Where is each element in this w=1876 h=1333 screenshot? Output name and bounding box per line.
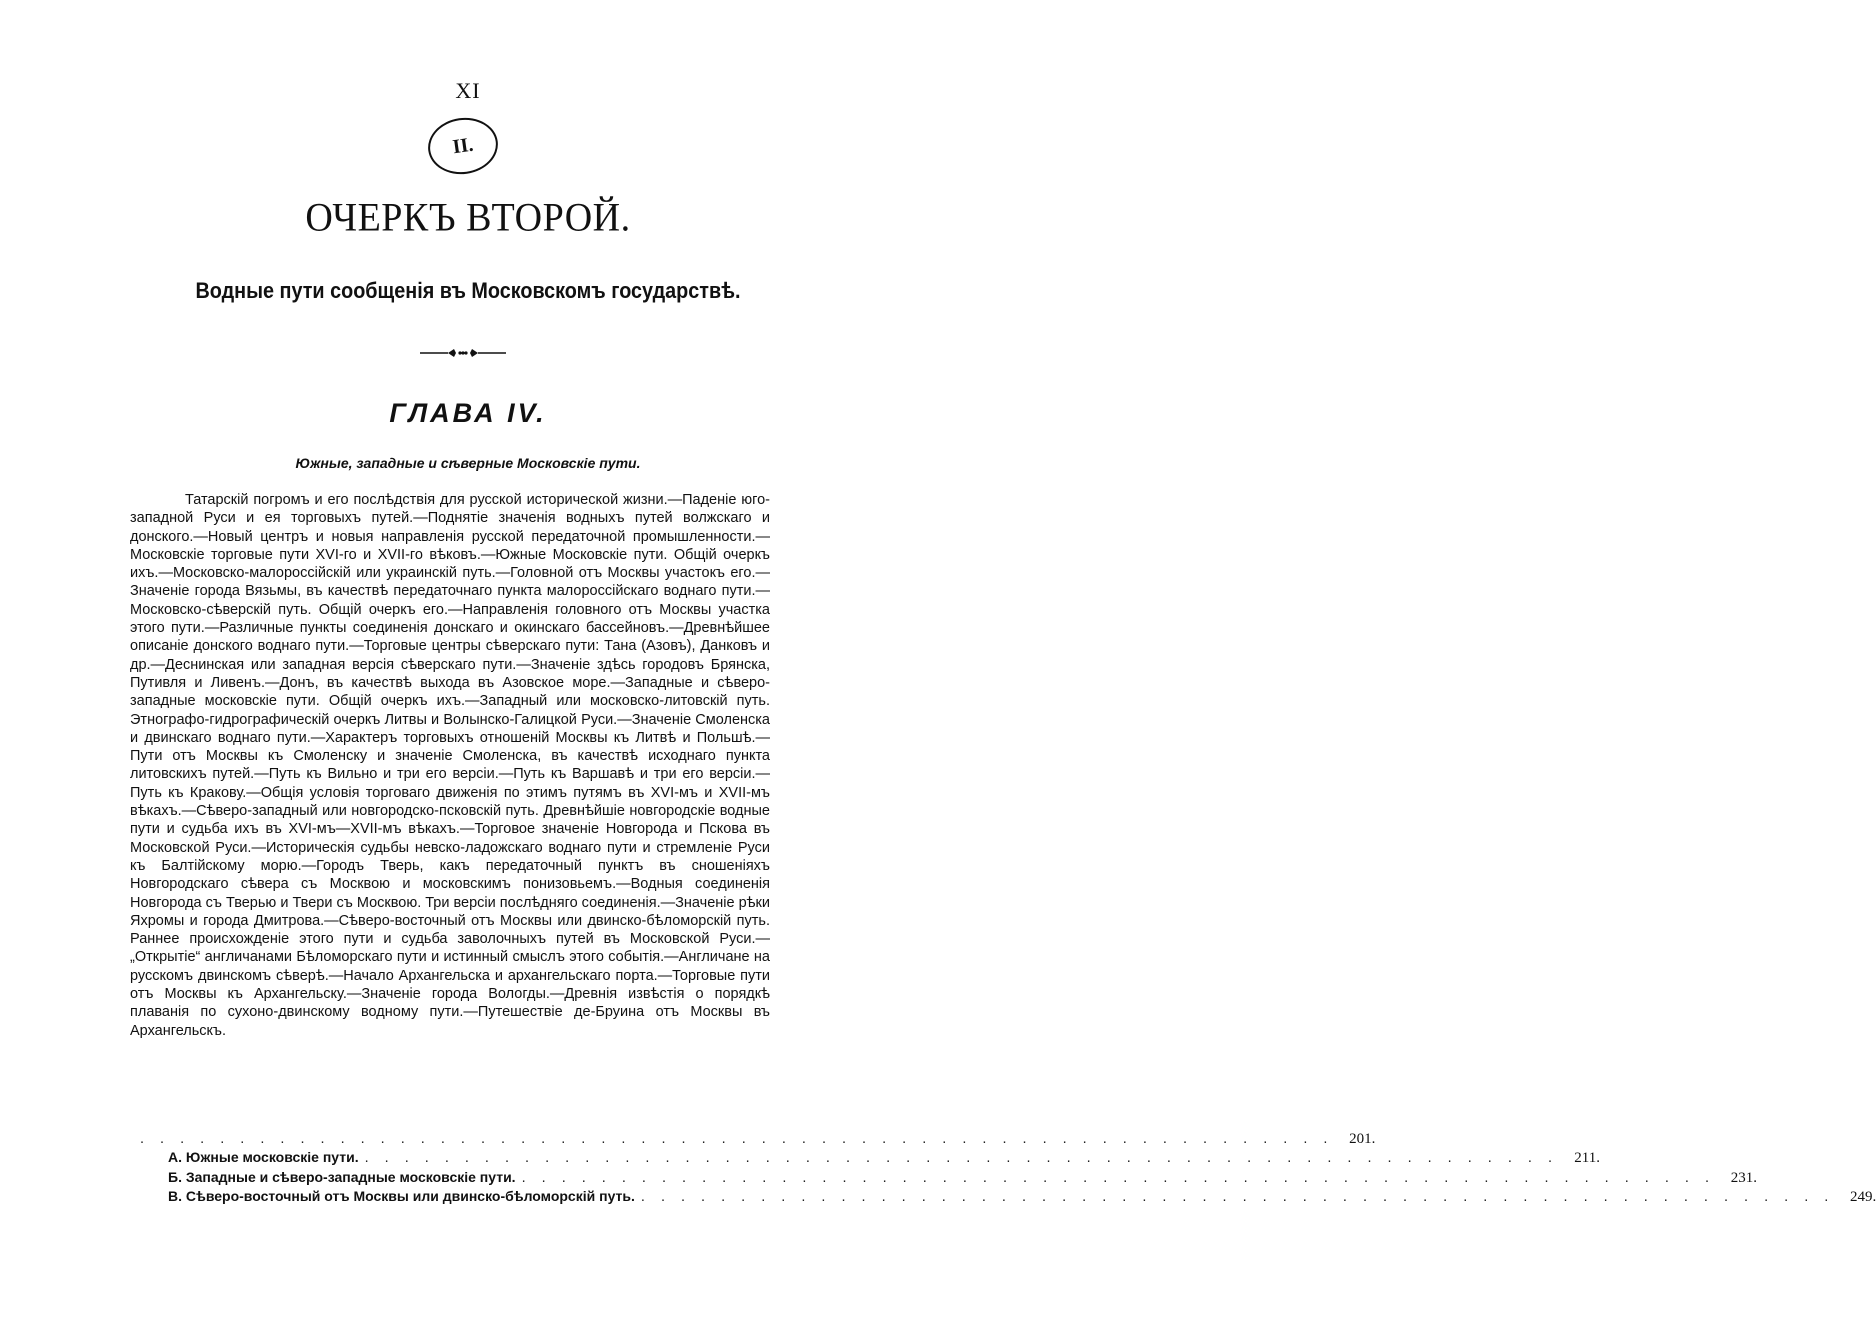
toc-page: 211. [1574, 1150, 1600, 1167]
table-of-contents [130, 1130, 1876, 1206]
toc-label: В. Сѣверо-восточный отъ Москвы или двинско-бѣломорскій путь. [168, 1187, 635, 1204]
ornament-divider-icon [418, 345, 508, 361]
chapter-subtitle: Южные, западные и сѣверные Московскіе пути. [295, 455, 641, 471]
essay-subtitle: Водные пути сообщенія въ Московскомъ государствѣ. [195, 278, 741, 303]
toc-page: 249. [1850, 1188, 1876, 1205]
toc-label: А. Южные московскіе пути. [168, 1149, 359, 1166]
page-number: XI [455, 78, 481, 103]
toc-page: 231. [1730, 1169, 1757, 1186]
section-numeral-circle [424, 113, 501, 178]
chapter-title: ГЛАВА IV. [389, 398, 547, 428]
chapter-abstract [130, 491, 770, 1040]
toc-row [130, 1130, 1376, 1148]
toc-leader-dots: . . . . . . . . . . . . . . . . . . . . . . . . . . . . . . . . . . . . . . . . . . . . . . . . . . . . . . . . . . . . [640, 1188, 1835, 1205]
toc-row [130, 1148, 1600, 1167]
toc-page: 201. [1349, 1131, 1376, 1147]
toc-leader-dots: . . . . . . . . . . . . . . . . . . . . . . . . . . . . . . . . . . . . . . . . . . . . . . . . . . . . . . . . . . . . [364, 1150, 1558, 1167]
toc-leader-dots: . . . . . . . . . . . . . . . . . . . . . . . . . . . . . . . . . . . . . . . . . . . . . . . . . . . . . . . . . . . . [140, 1131, 1334, 1147]
toc-leader-dots: . . . . . . . . . . . . . . . . . . . . . . . . . . . . . . . . . . . . . . . . . . . . . . . . . . . . . . . . . . . . [521, 1169, 1715, 1186]
abstract-text: Татарскій погромъ и его послѣдствія для русской исторической жизни.—Паденіе юго-западной Руси и ея торговыхъ путей.—Поднятіе значенія водныхъ путей волжскаго и донского.—Новый центръ и новыя направленія русской передаточной промышленности.—Московскіе торговые пути XVI-го и XVII-го вѣковъ.—Южные Московскіе пути. Общій очеркъ ихъ.—Московско-малороссійскій или украинскій путь.—Головной отъ Москвы участокъ его.—Значеніе города Вязьмы, въ качествѣ передаточнаго пункта малороссійскаго воднаго пути.—Московско-сѣверскій путь. Общій очеркъ его.—Направленія головного отъ Москвы участка этого пути.—Различные пункты соединенія донскаго и окинскаго бассейновъ.—Древнѣйшее описаніе донского воднаго пути.—Торговые центры сѣверскаго пути: Тана (Азовъ), Данковъ и др.—Деснинская или западная версія сѣверскаго пути.—Значеніе здѣсь городовъ Брянска, Путивля и Ливенъ.—Донъ, въ качествѣ выхода въ Азовское море.—Западные и сѣверо-западные московскіе пути. Общій очеркъ ихъ.—Западный или московско-литовскій путь. Этнографо-гидрографическій очеркъ Литвы и Волынско-Галицкой Руси.—Значеніе Смоленска и двинскаго воднаго пути.—Характеръ торговыхъ отношеній Москвы къ Литвѣ и Польшѣ.—Пути отъ Москвы къ Смоленску и значеніе Смоленска, въ качествѣ исходнаго пункта литовскихъ путей.—Путь къ Вильно и три его версіи.—Путь къ Варшавѣ и три его версіи.—Путь къ Кракову.—Общія условія торговаго движенія по этимъ путямъ въ XVI-мъ и XVII-мъ вѣкахъ.—Сѣверо-западный или новгородско-псковскій путь. Древнѣйшіе новгородскіе водные пути и судьба ихъ въ XVI-мъ—XVII-мъ вѣкахъ.—Торговое значеніе Новгорода и Пскова въ Московской Руси.—Историческія судьбы невско-ладожскаго воднаго пути и стремленіе Руси къ Балтійскому морю.—Городъ Тверь, какъ передаточный пунктъ въ сношеніяхъ Новгородскаго сѣвера съ Москвою и московскимъ понизовьемъ.—Водныя соединенія Новгорода съ Тверью и Твери съ Москвою. Три версіи послѣдняго соединенія.—Значеніе рѣки Яхромы и города Дмитрова.—Сѣверо-восточный отъ Москвы или двинско-бѣломорскій путь. Раннее происхожденіе этого пути и судьба заволочныхъ путей въ Московской Руси.—„Открытіе“ англичанами Бѣломорскаго пути и истинный смыслъ этого событія.—Англичане на русскомъ двинскомъ сѣверѣ.—Начало Архангельска и архангельскаго порта.—Торговые пути отъ Москвы къ Архангельску.—Значеніе города Вологды.—Древнія извѣстія о порядкѣ плаванія по сухоно-двинскому водному пути.—Путешествіе де-Бруина отъ Москвы въ Архангельскъ. [130, 492, 770, 1039]
toc-row [130, 1187, 1876, 1206]
toc-row [130, 1168, 1757, 1187]
section-numeral: II. [451, 133, 475, 158]
essay-title: ОЧЕРКЪ ВТОРОЙ. [305, 195, 631, 241]
toc-label: Б. Западные и сѣверо-западные московскіе пути. [168, 1168, 516, 1185]
